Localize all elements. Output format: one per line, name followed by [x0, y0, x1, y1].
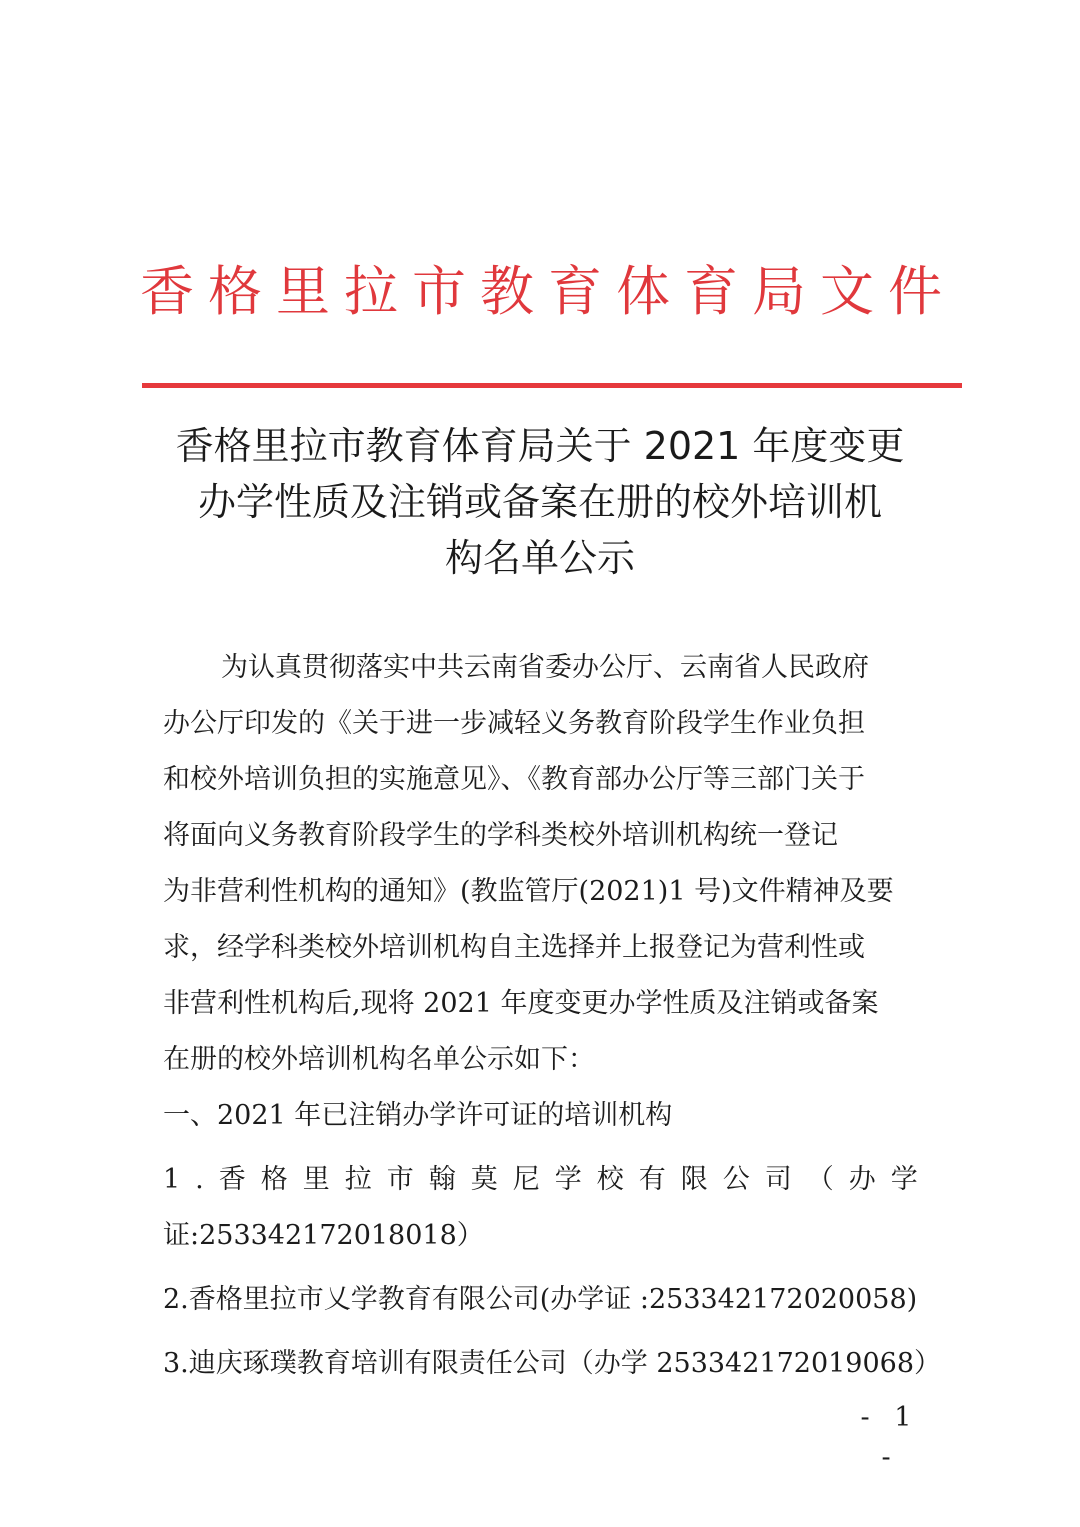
body-line-3: 和校外培训负担的实施意见》、《教育部办公厅等三部门关于: [163, 764, 865, 795]
page-number: - 1 -: [860, 1402, 920, 1473]
body-line-4: 将面向义务教育阶段学生的学科类校外培训机构统一登记: [163, 820, 838, 851]
red-divider-line: [142, 383, 962, 388]
body-line-8: 在册的校外培训机构名单公示如下：: [163, 1044, 595, 1075]
list-item-3: 3.迪庆琢璞教育培训有限责任公司（办学 253342172019068）: [163, 1348, 942, 1379]
body-line-7: 非营利性机构后,现将 2021 年度变更办学性质及注销或备案: [163, 988, 879, 1019]
body-line-5: 为非营利性机构的通知》(教监管厅(2021)1 号)文件精神及要: [163, 876, 894, 907]
list-item-1: 1.香格里拉市翰莫尼学校有限公司（办学: [163, 1164, 933, 1195]
body-line-1: 为认真贯彻落实中共云南省委办公厅、云南省人民政府: [221, 652, 869, 683]
body-line-6: 求，经学科类校外培训机构自主选择并上报登记为营利性或: [163, 932, 865, 963]
document-title: [150, 418, 930, 586]
section-heading: 一、2021 年已注销办学许可证的培训机构: [163, 1100, 673, 1131]
document-masthead: 香格里拉市教育体育局文件: [140, 260, 956, 323]
title-line-1: 香格里拉市教育体育局关于 2021 年度变更: [175, 424, 905, 468]
title-line-3: 构名单公示: [444, 536, 635, 580]
title-line-2: 办学性质及注销或备案在册的校外培训机: [197, 480, 882, 524]
document-body: [163, 640, 942, 1392]
list-item-2: 2.香格里拉市乂学教育有限公司(办学证 :253342172020058): [163, 1284, 918, 1315]
body-line-2: 办公厅印发的《关于进一步减轻义务教育阶段学生作业负担: [163, 708, 865, 739]
list-item-1-continued: 证:253342172018018）: [163, 1220, 484, 1251]
intro-paragraph: [163, 640, 923, 1088]
